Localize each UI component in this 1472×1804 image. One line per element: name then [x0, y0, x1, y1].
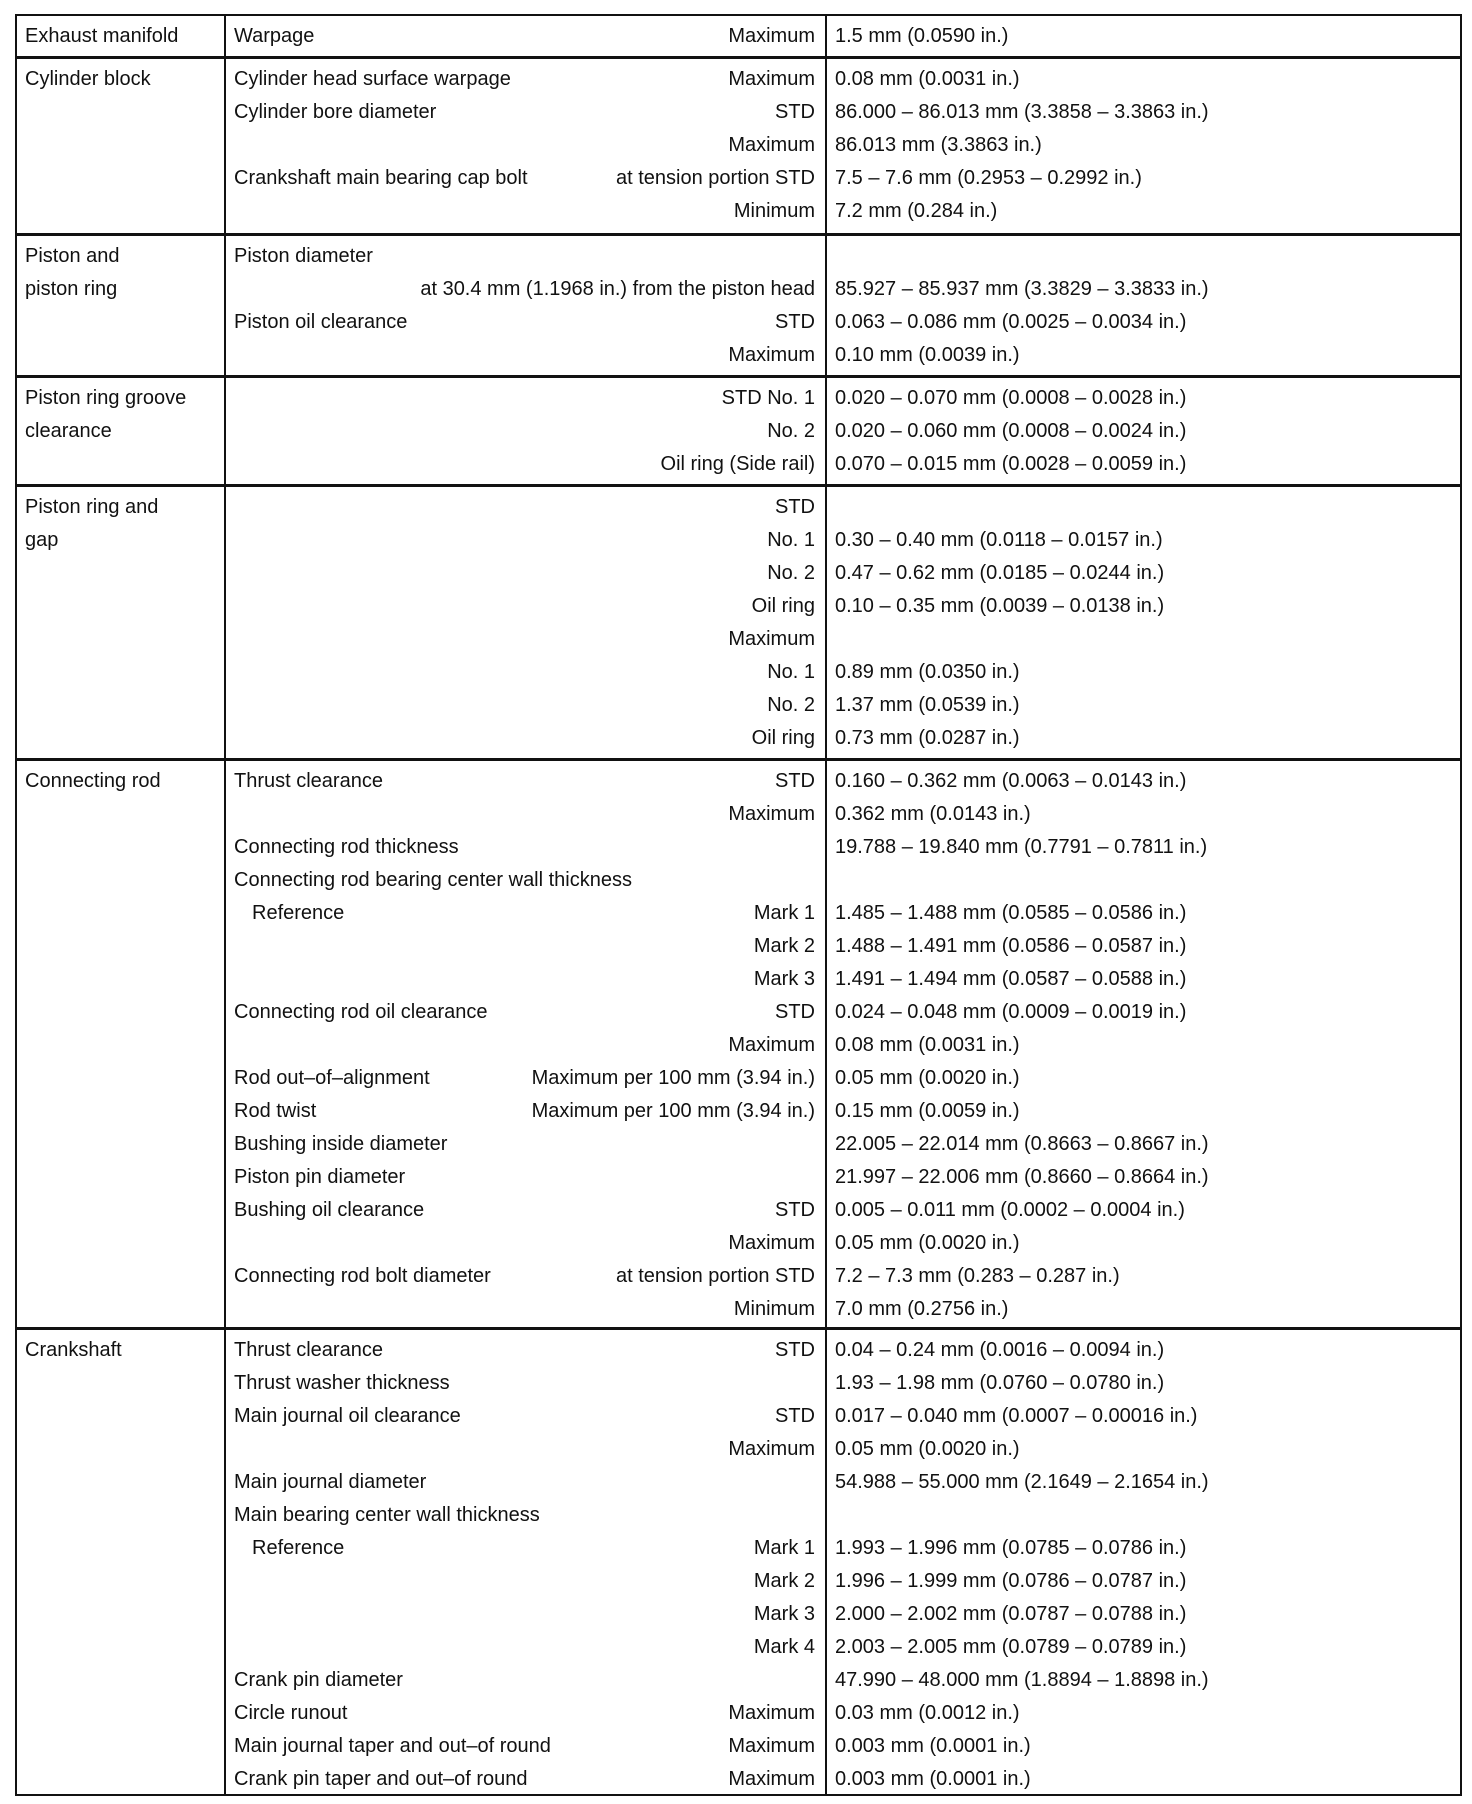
spec-item-line: [226, 689, 825, 722]
spec-qualifier: STD No. 1: [721, 387, 815, 409]
spec-value: 22.005 – 22.014 mm (0.8663 – 0.8667 in.): [835, 1133, 1209, 1155]
spec-item-line: [226, 1730, 825, 1763]
spec-item-line: [226, 240, 825, 273]
spec-item-label: Cylinder head surface warpage: [234, 68, 511, 90]
spec-values-column: [827, 59, 1460, 233]
spec-value: 0.89 mm (0.0350 in.): [835, 661, 1020, 683]
spec-value: 1.491 – 1.494 mm (0.0587 – 0.0588 in.): [835, 968, 1187, 990]
spec-value: 0.10 mm (0.0039 in.): [835, 344, 1020, 366]
section-category: Exhaust manifold: [17, 16, 226, 56]
spec-item-line: [226, 831, 825, 864]
spec-qualifier: No. 2: [767, 562, 815, 584]
spec-item-label: Cylinder bore diameter: [234, 101, 437, 123]
spec-value: 0.003 mm (0.0001 in.): [835, 1735, 1031, 1757]
spec-qualifier: No. 1: [767, 529, 815, 551]
spec-value: 0.005 – 0.011 mm (0.0002 – 0.0004 in.): [835, 1199, 1185, 1221]
spec-qualifier: at tension portion STD: [616, 167, 815, 189]
spec-qualifier: Maximum: [728, 628, 815, 650]
spec-values-column: [827, 487, 1460, 758]
spec-qualifier: Maximum: [728, 134, 815, 156]
spec-value: 19.788 – 19.840 mm (0.7791 – 0.7811 in.): [835, 836, 1208, 858]
spec-qualifier: Maximum: [728, 803, 815, 825]
spec-item-line: [226, 897, 825, 930]
spec-values-column: [827, 16, 1460, 56]
spec-item-line: [226, 1194, 825, 1227]
spec-item-label: Thrust washer thickness: [234, 1372, 450, 1394]
spec-item-label: Circle runout: [234, 1702, 348, 1724]
spec-value: [835, 1499, 1460, 1532]
spec-section: [17, 16, 1460, 56]
spec-value: 7.5 – 7.6 mm (0.2953 – 0.2992 in.): [835, 167, 1142, 189]
spec-item-line: [226, 195, 825, 228]
spec-value: 0.160 – 0.362 mm (0.0063 – 0.0143 in.): [835, 770, 1187, 792]
spec-item-line: [226, 129, 825, 162]
spec-item-line: [226, 1532, 825, 1565]
spec-value: [835, 864, 1460, 897]
spec-item-line: [226, 1433, 825, 1466]
spec-item-label: Reference: [252, 902, 345, 924]
spec-item-label: Piston diameter: [234, 245, 373, 267]
spec-item-label: Thrust clearance: [234, 770, 383, 792]
spec-item-line: [226, 1260, 825, 1293]
spec-value: [835, 623, 1460, 656]
spec-qualifier: STD: [775, 101, 815, 123]
section-category: Connecting rod: [17, 761, 226, 1327]
spec-value: 0.017 – 0.040 mm (0.0007 – 0.00016 in.): [835, 1405, 1198, 1427]
spec-items-column: [226, 378, 827, 484]
spec-item-label: Main bearing center wall thickness: [234, 1504, 540, 1526]
spec-value: 2.003 – 2.005 mm (0.0789 – 0.0789 in.): [835, 1636, 1187, 1658]
spec-item-line: [226, 864, 825, 897]
spec-item-line: [226, 1697, 825, 1730]
spec-qualifier: No. 2: [767, 420, 815, 442]
spec-value: 1.5 mm (0.0590 in.): [835, 25, 1009, 47]
spec-qualifier: STD: [775, 1405, 815, 1427]
spec-item-line: [226, 20, 825, 53]
spec-value: 0.05 mm (0.0020 in.): [835, 1232, 1020, 1254]
spec-value: 1.37 mm (0.0539 in.): [835, 694, 1020, 716]
spec-item-label: Rod twist: [234, 1100, 317, 1122]
spec-item-line: [226, 382, 825, 415]
spec-item-line: [226, 273, 825, 306]
spec-qualifier: STD: [775, 1339, 815, 1361]
spec-qualifier: Oil ring: [751, 727, 815, 749]
spec-item-label: Crankshaft main bearing cap bolt: [234, 167, 528, 189]
spec-item-label: Main journal diameter: [234, 1471, 427, 1493]
spec-item-line: [226, 524, 825, 557]
spec-item-line: [226, 1763, 825, 1794]
spec-item-line: [226, 1400, 825, 1433]
spec-item-label: Connecting rod thickness: [234, 836, 459, 858]
spec-item-line: [226, 765, 825, 798]
spec-item-line: [226, 96, 825, 129]
spec-qualifier: Maximum per 100 mm (3.94 in.): [531, 1067, 815, 1089]
spec-item-label: Bushing inside diameter: [234, 1133, 448, 1155]
spec-value: 1.488 – 1.491 mm (0.0586 – 0.0587 in.): [835, 935, 1187, 957]
spec-item-line: [226, 1664, 825, 1697]
spec-items-column: [226, 1330, 827, 1794]
spec-qualifier: STD: [775, 1199, 815, 1221]
spec-item-line: [226, 162, 825, 195]
spec-item-label: Crank pin diameter: [234, 1669, 403, 1691]
spec-item-line: [226, 1334, 825, 1367]
spec-qualifier: Oil ring: [751, 595, 815, 617]
spec-item-line: [226, 1293, 825, 1326]
spec-section: [17, 484, 1460, 758]
spec-qualifier: Maximum: [728, 1232, 815, 1254]
spec-qualifier: Mark 3: [753, 1603, 815, 1625]
spec-value: [835, 491, 1460, 524]
spec-item-label: Main journal taper and out–of round: [234, 1735, 551, 1757]
spec-item-line: [226, 590, 825, 623]
spec-item-label: Connecting rod bearing center wall thickness: [234, 869, 632, 891]
spec-value: 7.2 mm (0.284 in.): [835, 200, 998, 222]
spec-value: 0.15 mm (0.0059 in.): [835, 1100, 1020, 1122]
spec-item-line: [226, 656, 825, 689]
spec-item-line: [226, 722, 825, 755]
section-category: Piston ring groove clearance: [17, 378, 226, 484]
spec-qualifier: STD: [775, 496, 815, 518]
spec-item-line: [226, 1227, 825, 1260]
spec-item-line: [226, 1062, 825, 1095]
spec-item-line: [226, 448, 825, 481]
spec-qualifier: Maximum: [728, 25, 815, 47]
spec-value: 0.05 mm (0.0020 in.): [835, 1067, 1020, 1089]
spec-item-line: [226, 1466, 825, 1499]
spec-item-line: [226, 63, 825, 96]
section-category: Piston and piston ring: [17, 236, 226, 375]
section-category: Cylinder block: [17, 59, 226, 233]
section-category: Piston ring and gap: [17, 487, 226, 758]
spec-value: 0.024 – 0.048 mm (0.0009 – 0.0019 in.): [835, 1001, 1187, 1023]
spec-value: 0.30 – 0.40 mm (0.0118 – 0.0157 in.): [835, 529, 1163, 551]
spec-value: [835, 240, 1460, 273]
spec-item-line: [226, 1029, 825, 1062]
spec-value: 0.03 mm (0.0012 in.): [835, 1702, 1020, 1724]
spec-qualifier: No. 2: [767, 694, 815, 716]
spec-values-column: [827, 378, 1460, 484]
spec-item-label: Rod out–of–alignment: [234, 1067, 430, 1089]
spec-value: 7.0 mm (0.2756 in.): [835, 1298, 1009, 1320]
spec-qualifier: Maximum: [728, 1438, 815, 1460]
spec-item-line: [226, 798, 825, 831]
spec-value: 0.020 – 0.070 mm (0.0008 – 0.0028 in.): [835, 387, 1187, 409]
spec-value: 86.000 – 86.013 mm (3.3858 – 3.3863 in.): [835, 101, 1209, 123]
spec-qualifier: Mark 4: [753, 1636, 815, 1658]
spec-section: [17, 233, 1460, 375]
spec-qualifier: Mark 1: [753, 1537, 815, 1559]
spec-qualifier: at tension portion STD: [616, 1265, 815, 1287]
spec-value: 0.04 – 0.24 mm (0.0016 – 0.0094 in.): [835, 1339, 1165, 1361]
spec-value: 0.05 mm (0.0020 in.): [835, 1438, 1020, 1460]
spec-qualifier: Maximum: [728, 1768, 815, 1790]
spec-qualifier: STD: [775, 1001, 815, 1023]
spec-item-label: Main journal oil clearance: [234, 1405, 461, 1427]
spec-qualifier: at 30.4 mm (1.1968 in.) from the piston head: [420, 278, 815, 300]
spec-values-column: [827, 236, 1460, 375]
spec-qualifier: Maximum per 100 mm (3.94 in.): [531, 1100, 815, 1122]
spec-item-label: Piston oil clearance: [234, 311, 408, 333]
spec-item-label: Connecting rod bolt diameter: [234, 1265, 491, 1287]
spec-qualifier: Minimum: [733, 1298, 815, 1320]
spec-section: [17, 56, 1460, 233]
spec-value: 0.08 mm (0.0031 in.): [835, 1034, 1020, 1056]
spec-item-line: [226, 1161, 825, 1194]
spec-item-line: [226, 1367, 825, 1400]
spec-item-line: [226, 1631, 825, 1664]
spec-value: 1.485 – 1.488 mm (0.0585 – 0.0586 in.): [835, 902, 1187, 924]
spec-item-line: [226, 963, 825, 996]
section-category: Crankshaft: [17, 1330, 226, 1794]
spec-qualifier: STD: [775, 311, 815, 333]
spec-item-label: Warpage: [234, 25, 315, 47]
spec-value: 1.993 – 1.996 mm (0.0785 – 0.0786 in.): [835, 1537, 1187, 1559]
spec-qualifier: Maximum: [728, 1735, 815, 1757]
spec-value: 0.47 – 0.62 mm (0.0185 – 0.0244 in.): [835, 562, 1165, 584]
spec-qualifier: Maximum: [728, 1034, 815, 1056]
spec-values-column: [827, 1330, 1460, 1794]
spec-value: 0.10 – 0.35 mm (0.0039 – 0.0138 in.): [835, 595, 1165, 617]
spec-item-line: [226, 996, 825, 1029]
spec-section: [17, 1327, 1460, 1794]
spec-item-line: [226, 306, 825, 339]
spec-item-label: Connecting rod oil clearance: [234, 1001, 488, 1023]
spec-section: [17, 375, 1460, 484]
spec-value: 0.73 mm (0.0287 in.): [835, 727, 1020, 749]
spec-item-line: [226, 491, 825, 524]
spec-qualifier: Oil ring (Side rail): [660, 453, 815, 475]
spec-value: 0.362 mm (0.0143 in.): [835, 803, 1031, 825]
spec-item-label: Crank pin taper and out–of round: [234, 1768, 528, 1790]
spec-value: 1.93 – 1.98 mm (0.0760 – 0.0780 in.): [835, 1372, 1165, 1394]
spec-value: 0.070 – 0.015 mm (0.0028 – 0.0059 in.): [835, 453, 1187, 475]
spec-items-column: [226, 59, 827, 233]
spec-item-label: Piston pin diameter: [234, 1166, 406, 1188]
spec-items-column: [226, 487, 827, 758]
spec-item-line: [226, 557, 825, 590]
spec-value: 86.013 mm (3.3863 in.): [835, 134, 1042, 156]
spec-value: 0.003 mm (0.0001 in.): [835, 1768, 1031, 1790]
spec-qualifier: Maximum: [728, 344, 815, 366]
spec-section: [17, 758, 1460, 1327]
spec-item-line: [226, 1128, 825, 1161]
spec-item-label: Bushing oil clearance: [234, 1199, 425, 1221]
spec-item-line: [226, 339, 825, 372]
spec-item-label: Reference: [252, 1537, 345, 1559]
spec-item-line: [226, 623, 825, 656]
spec-value: 0.08 mm (0.0031 in.): [835, 68, 1020, 90]
spec-value: 0.063 – 0.086 mm (0.0025 – 0.0034 in.): [835, 311, 1187, 333]
engine-spec-table: [15, 14, 1462, 1796]
spec-item-label: Thrust clearance: [234, 1339, 383, 1361]
spec-item-line: [226, 1565, 825, 1598]
spec-value: 47.990 – 48.000 mm (1.8894 – 1.8898 in.): [835, 1669, 1209, 1691]
spec-value: 21.997 – 22.006 mm (0.8660 – 0.8664 in.): [835, 1166, 1209, 1188]
spec-qualifier: Mark 2: [753, 935, 815, 957]
spec-item-line: [226, 1095, 825, 1128]
spec-qualifier: Maximum: [728, 1702, 815, 1724]
spec-qualifier: Maximum: [728, 68, 815, 90]
spec-qualifier: Mark 3: [753, 968, 815, 990]
spec-item-line: [226, 1598, 825, 1631]
spec-value: 85.927 – 85.937 mm (3.3829 – 3.3833 in.): [835, 278, 1209, 300]
spec-value: 2.000 – 2.002 mm (0.0787 – 0.0788 in.): [835, 1603, 1187, 1625]
spec-items-column: [226, 236, 827, 375]
spec-qualifier: Mark 2: [753, 1570, 815, 1592]
spec-value: 7.2 – 7.3 mm (0.283 – 0.287 in.): [835, 1265, 1120, 1287]
spec-item-line: [226, 930, 825, 963]
spec-value: 1.996 – 1.999 mm (0.0786 – 0.0787 in.): [835, 1570, 1187, 1592]
spec-values-column: [827, 761, 1460, 1327]
spec-qualifier: Mark 1: [753, 902, 815, 924]
spec-items-column: [226, 761, 827, 1327]
spec-qualifier: STD: [775, 770, 815, 792]
spec-value: 0.020 – 0.060 mm (0.0008 – 0.0024 in.): [835, 420, 1187, 442]
spec-qualifier: No. 1: [767, 661, 815, 683]
spec-item-line: [226, 415, 825, 448]
spec-items-column: [226, 16, 827, 56]
spec-value: 54.988 – 55.000 mm (2.1649 – 2.1654 in.): [835, 1471, 1209, 1493]
spec-item-line: [226, 1499, 825, 1532]
spec-qualifier: Minimum: [733, 200, 815, 222]
